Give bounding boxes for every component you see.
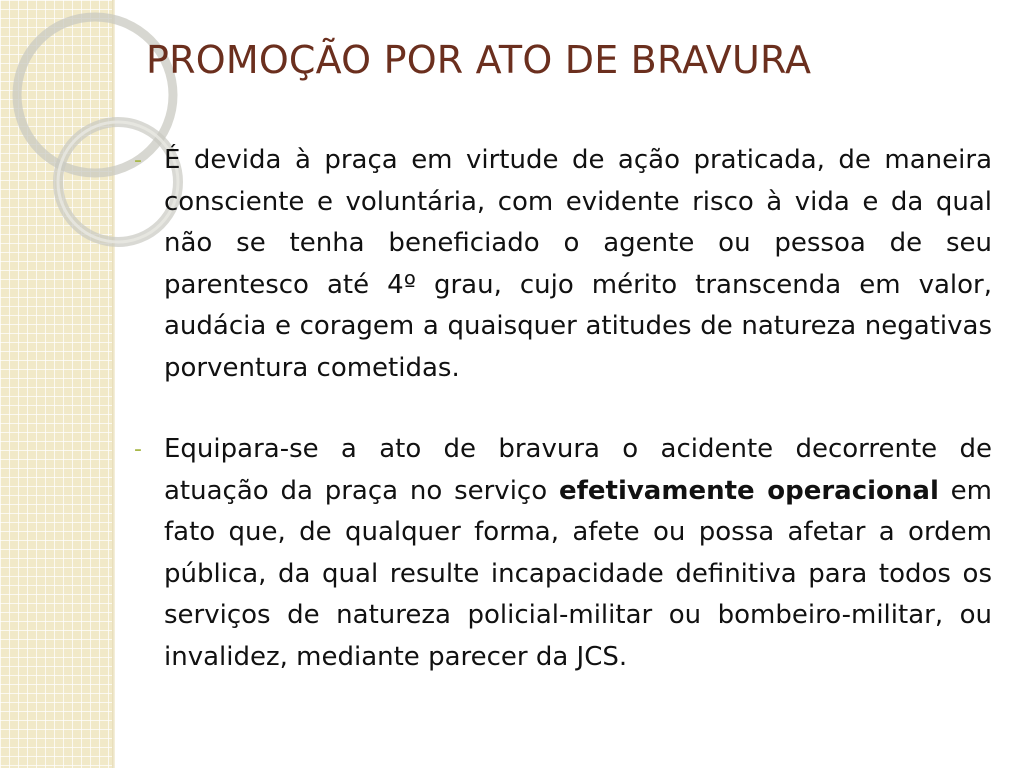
bullet-text <box>164 140 992 389</box>
side-strip-edge <box>112 0 115 768</box>
bullet-text <box>164 429 992 678</box>
bullet-marker: - <box>134 437 142 462</box>
bullet-item <box>134 140 992 389</box>
decorative-side-strip <box>0 0 112 768</box>
bullet-list <box>134 140 992 718</box>
bullet-text-content: É devida à praça em virtude de ação praticada, de maneira consciente e voluntária, com evidente risco à vida e da qual não se tenha beneficiado o agente ou pessoa de seu parentesco até 4º grau, cujo mérito transcenda em valor, audácia e coragem a quaisquer atitudes de natureza negativas porventura cometidas. <box>164 145 992 383</box>
slide-title: PROMOÇÃO POR ATO DE BRAVURA <box>146 38 812 82</box>
bullet-item <box>134 429 992 678</box>
bullet-marker: - <box>134 148 142 173</box>
bullet-text-bold: efetivamente operacional <box>558 475 939 506</box>
bullet-text-before: Equipara-se a ato de bravura o acidente decorrente de atuação da praça no serviço <box>164 434 992 506</box>
bullet-text-after: em fato que, de qualquer forma, afete ou possa afetar a ordem pública, da qual resulte incapacidade definitiva para todos os serviços de natureza policial-militar ou bombeiro-militar, ou invalidez, mediante parecer da JCS. <box>164 475 993 672</box>
